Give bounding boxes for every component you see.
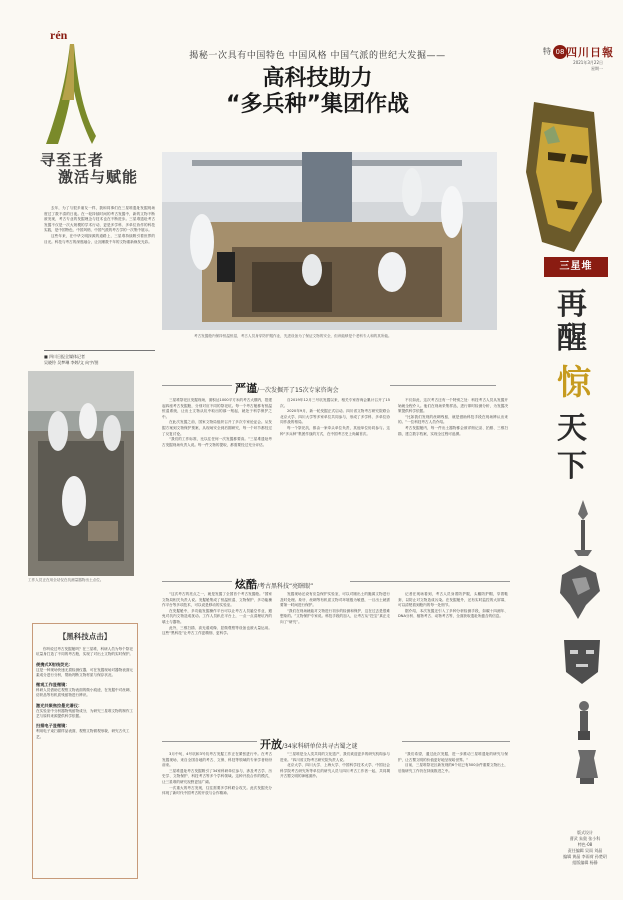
body-paragraph: 三星堆遗址考古发掘吸引了34家科研单位参与，涉及考古学、历史学、文物保护、科技考古等多个学科领域。这种开放合作的模式，让三星堆的研究视野更加广阔。 — [162, 768, 272, 784]
page-marker — [543, 45, 567, 59]
section-1-column-2 — [280, 398, 390, 566]
section-heading-small: /34家科研单位共寻古蜀之谜 — [282, 743, 358, 750]
body-paragraph: 据介绍，本次发掘还引入了多种分析检测手段，如碳十四测年、DNA分析、植物考古、动物考古等，全面获取遗址所蕴含的信息。 — [398, 608, 508, 619]
section-heading-small: /一次发掘开了15次专家咨询会 — [257, 387, 339, 394]
column-pinyin: rén — [50, 28, 68, 42]
section-rule — [402, 741, 510, 742]
body-paragraph: 考古发掘舱内，每一件出土器物都会被详细记录、拍照、三维扫描，建立数字档案，实现全过程可追溯。 — [398, 425, 508, 436]
bronze-figure-icon — [572, 700, 596, 744]
section-heading-cool — [235, 573, 313, 592]
body-paragraph: 发掘现场还设有应急保护实验室，可以对刚出土的脆弱文物进行及时处理。象牙、丝绸等有机质文物对环境极为敏感，一旦出土就需要第一时间进行保护。 — [280, 592, 390, 608]
section-3-column-1 — [162, 752, 272, 892]
body-paragraph: 一次重大的考古发现，往往需要多学科联合攻关。此次发掘充分体现了新时代中国考古的开放与合作精神。 — [162, 785, 272, 796]
byline-names: 吴晓铃 吴梦琳 李婷/文 向宇/图 — [44, 360, 99, 365]
body-paragraph: 每一个祭祀坑，都由一家牵头单位负责，其他单位协同参与。这种“多兵种”集团作战的方式，在中国考古史上尚属首次。 — [280, 425, 390, 436]
tech-box-title: 【黑科技点击】 — [58, 632, 112, 641]
body-paragraph: 北京大学、四川大学、上海大学、中国科学技术大学、中国社会科学院考古研究所等单位的研究人员与四川考古工作者一起，共同揭开古蜀文明的神秘面纱。 — [280, 763, 390, 779]
tech-item-head: 扫描电子显微镜： — [36, 723, 70, 729]
body-paragraph: “比如我们发现的丝绸残留，就是借助科技手段在现场辨认出来的。”一位科技考古人员介绍。 — [398, 414, 508, 425]
section-2-column-2 — [280, 592, 390, 720]
body-paragraph: “这次考古的亮点之一，就是发掘了全国首个考古发掘舱。”国家文物局相关负责人说。发掘舱集成了恒温恒湿、文物保护、多功能操作平台等多项技术，可以说是移动的实验室。 — [162, 592, 272, 608]
body-paragraph: “我们希望，通过此次发掘，进一步推动三星堆遗址的研究与保护，让古蜀文明的价值更好地呈现给世界。” — [398, 752, 508, 762]
credit-line: 版式设计 — [577, 830, 593, 835]
left-photo — [28, 371, 134, 576]
section-1-column-1 — [162, 398, 272, 566]
tech-item-head: 便携式X射线荧光： — [36, 661, 73, 667]
section-heading-rigor — [235, 377, 339, 396]
tech-sidebar-box — [32, 623, 138, 879]
paper-date — [547, 60, 603, 71]
section-2-column-1 — [162, 592, 272, 720]
section-heading-small: /考古黑科技“亮瞎眼” — [257, 583, 314, 590]
tech-item-head: 微观工作显微镜： — [36, 682, 70, 688]
credits — [559, 830, 611, 866]
tech-item-head: 激光共聚焦拉曼光谱仪： — [36, 702, 83, 708]
section-rule — [162, 741, 257, 742]
credit-line: 编辑 黄晶 李雨荷 孙楚玥 — [563, 854, 607, 859]
issue-date: 2021年3月22日 — [573, 60, 603, 65]
bronze-bird-icon — [556, 565, 604, 623]
tech-item-body: 利用电子束扫描样品表面，观察文物微观形貌，研究古代工艺。 — [36, 729, 130, 739]
body-paragraph: 不仅如此，这次考古还有一个特别之处：科技考古人员从发掘开始就全程介入。他们在现场采集样品，进行即时检测分析，为发掘决策提供科学依据。 — [398, 398, 508, 414]
series-title — [40, 152, 138, 186]
byline-org: 四川日报全媒体记者 — [49, 354, 86, 359]
tech-box-lead: 你听说过考古发掘舱吗？在三星堆，科研人员为每个祭祀坑量身打造了不同的考古舱，实现了对出土文物的实时保护。 — [36, 647, 134, 657]
issue-weekday: 星期一 — [591, 65, 603, 71]
left-intro-paragraph: 去年，为了与很多朋友一样，我和同事们在三星堆遗址发掘现场度过了数不清的日夜。在一轮持续时间的考古发掘中，新的文物不断被发现，考古专业的发掘理念与技术也在不断进步。三星堆遗址考古发掘不仅是一次大规模的学术行动，更是多学科、多单位协作的科技实践，是中国特色、中国风格、中国气派的考古学的一次集中展示。 — [44, 206, 155, 233]
series-title-line-2: 激活与赋能 — [58, 168, 139, 186]
left-photo-caption: 工作人员正在用全站仪在坑测量器物出土点位。 — [28, 578, 104, 582]
section-heading-big: 开放 — [260, 738, 282, 751]
special-label: 特 — [543, 47, 551, 56]
page-number: 08 — [553, 45, 567, 59]
display-word: 醒 — [557, 321, 587, 356]
section-1-column-3 — [398, 398, 508, 566]
bronze-mask-small-icon — [560, 636, 604, 690]
section-rule — [350, 581, 510, 582]
section-heading-open — [260, 733, 358, 752]
bronze-mask-image — [514, 92, 610, 272]
ren-character-art — [40, 40, 96, 150]
body-paragraph: 三星堆祭祀区发掘现场，面积达1000平方米的考古大棚内，搭建起四座考古发掘舱，分别对应不同的祭祀坑。每一个考古舱都有恒温恒湿系统，让出土文物从坑中取出的那一刻起，就处于科学保护之中。 — [162, 398, 272, 419]
tech-item-body: 科研人员借助它观察文物表面的微小痕迹，在发掘中对丝绸、纺织品等有机质残留物进行辨识。 — [36, 688, 134, 698]
body-paragraph: “我们在现场就能对文物进行初步的检测和保护，这在过去是很难想象的。”文物保护专家说。科技手段的加入，让考古从“挖宝”真正走向了“研究”。 — [280, 608, 390, 624]
credit-line: 责任编辑 吴雨 刘晶 — [567, 848, 603, 853]
credit-line: 特色·08 — [577, 842, 593, 847]
series-title-line-1: 寻至王者 — [40, 151, 105, 169]
kicker: 揭秘一次具有中国特色 中国风格 中国气派的世纪大发掘—— — [189, 51, 446, 61]
body-paragraph: 2020年9月，新一轮发掘正式启动。四川省文物考古研究院联合北京大学、四川大学等多家单位共同参与，形成了多学科、多单位协同作战的格局。 — [280, 409, 390, 425]
credit-line: 组版编辑 杨静 — [572, 860, 598, 865]
byline: ■ 四川日报全媒体记者 吴晓铃 吴梦琳 李婷/文 向宇/图 — [44, 350, 155, 366]
sanxingdui-tag: 三星堆 — [544, 257, 608, 277]
body-paragraph: 在此次发掘之前，国家文物局组织召开了多次专家论证会。从发掘方案到文物保护预案，从现场安全到后期研究，每一个环节都经过了反复讨论。 — [162, 420, 272, 436]
body-paragraph: 记者在现场看到，考古人员身着防护服，头戴防护帽，穿着鞋套，以防止对文物造成污染。在发掘舱外，还有实时监控的大屏幕，可以清楚看到舱内的每一处细节。 — [398, 592, 508, 608]
body-paragraph: “我们的工作标准，比以往任何一次发掘都要高。”三星堆遗址考古发掘现场负责人说。每一件文物的提取，都需要经过充分评估。 — [162, 437, 272, 447]
headline-line-2: “多兵种”集团作战 — [226, 92, 409, 117]
display-word: 再 — [557, 287, 587, 322]
headline — [200, 66, 435, 118]
body-paragraph: 3月中旬，4号坑和3号坑考古发掘工作正在紧张进行中。在考古发掘现场，来自全国各地的考古、文保、科技等领域的专家学者纷纷前来。 — [162, 752, 272, 768]
section-heading-big: 严谨 — [235, 382, 257, 395]
section-3-column-3 — [398, 752, 508, 892]
display-word: 下 — [557, 449, 587, 484]
body-paragraph: 目前，三星堆祭祀区新发现的6个坑已有500余件重要文物出土，后续研究工作仍在持续推进之中。 — [398, 763, 508, 773]
display-word-accent: 惊 — [557, 363, 591, 403]
section-rule — [162, 581, 232, 582]
left-intro-text — [44, 206, 155, 341]
tech-item-body: 在实验室中分析器物残留物成分，为研究三星堆文物的制作工艺与原料来源提供科学依据。 — [36, 708, 134, 719]
body-paragraph: 在发掘舱中，多功能发掘操作平台可以让考古人员悬空作业，避免对坑内文物造成扰动。工作人员趴在平台上，一点一点清理坑内的填土与器物。 — [162, 608, 272, 624]
credit-line: 曹武 朱奥 张小科 — [569, 836, 601, 841]
headline-line-1: 高科技助力 — [262, 66, 373, 91]
section-rule — [390, 385, 496, 386]
left-intro-paragraph-2: 这些年来，在中华文明探源的道路上，三星堆持续吸引着世界的目光。科技与考古的深度融合，让沉睡数千年的文物重新焕发光彩。 — [44, 233, 155, 244]
body-paragraph: 此外，三维扫描、高光谱成像、显微观察等设备也被大量运用。这些“黑科技”让考古工作更精细、更科学。 — [162, 625, 272, 636]
paper-name: 四川日報 — [566, 46, 614, 59]
display-word: 天 — [557, 411, 587, 446]
section-heading-big: 炫酷 — [235, 578, 257, 591]
main-photo-caption: 考古发掘舱内保持恒温恒湿，考古人员身穿防护服作业，先进设备为了保证文物的安全，但该能够是个老科专人和的其所能。 — [194, 334, 392, 338]
section-3-column-2 — [280, 752, 390, 892]
section-rule — [162, 385, 232, 386]
tech-item-body: 这是一种现场快速无损检测仪器，可在发掘现场对器物表面元素成分进行分析，帮助判断文物材质与保存状况。 — [36, 667, 134, 677]
body-paragraph: 自2019年12月三号坑发掘以来，相关专家咨询会累计召开了15次。 — [280, 398, 390, 408]
body-paragraph: “三星堆是全人类共同的文化遗产，我们欢迎更多的研究机构参与进来。”四川省文物考古研究院负责人说。 — [280, 752, 390, 762]
bronze-vessel-icon — [574, 748, 600, 788]
main-photo — [162, 152, 497, 330]
section-2-column-3 — [398, 592, 508, 720]
bronze-tree-ornament-icon — [570, 500, 596, 560]
